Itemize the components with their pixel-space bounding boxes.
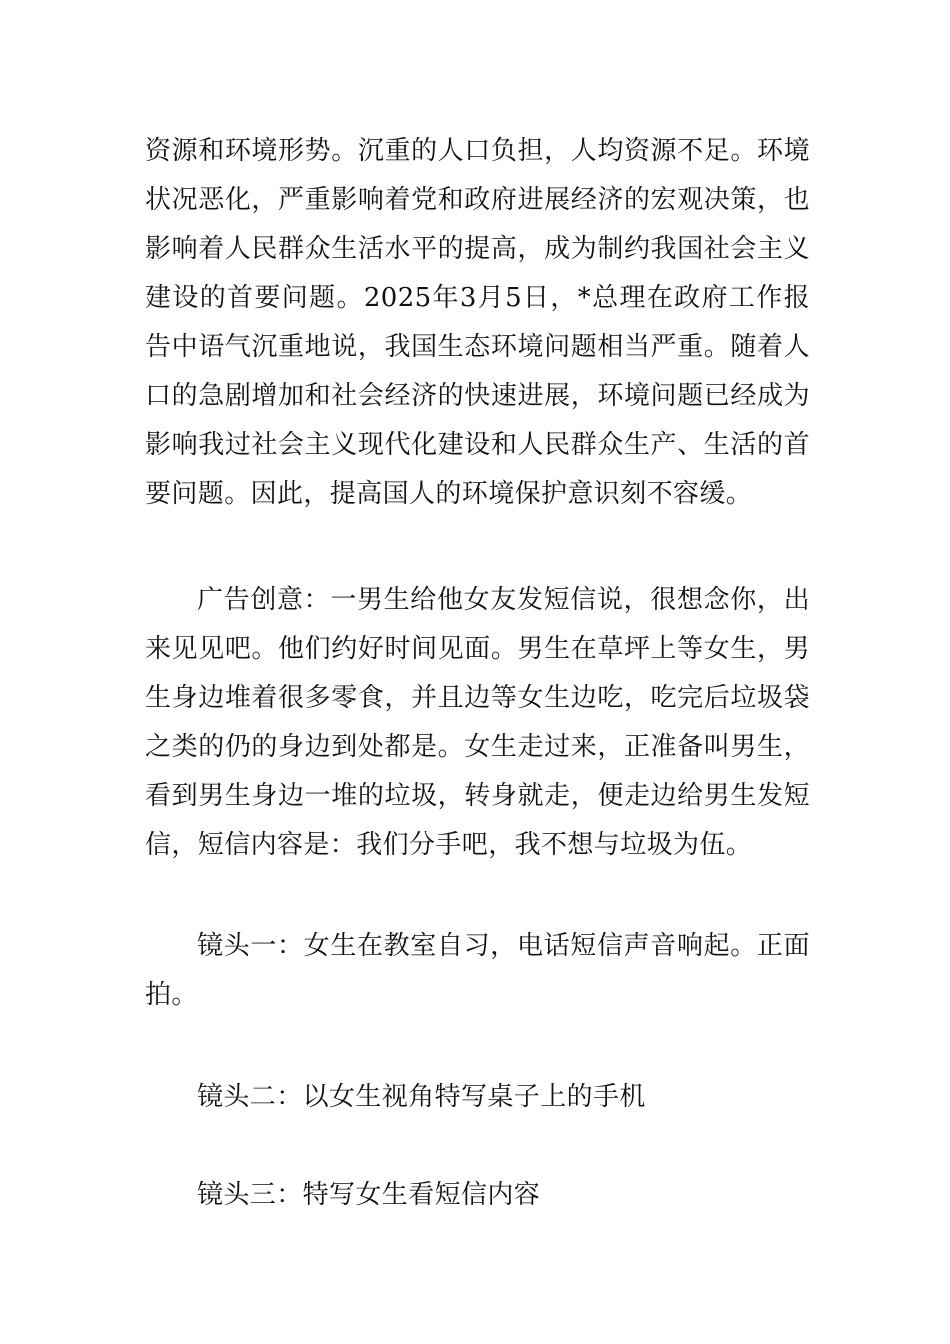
paragraph-environment-context: 资源和环境形势。沉重的人口负担，人均资源不足。环境状况恶化，严重影响着党和政府进展经济的宏观决策，也影响着人民群众生活水平的提高，成为制约我国社会主义建设的首要问题。2025年3月5日，*总理在政府工作报告中语气沉重地说，我国生态环境问题相当严重。随着人口的急剧增加和社会经济的快速进展，环境问题已经成为影响我过社会主义现代化建设和人民群众生产、生活的首要问题。因此，提高国人的环境保护意识刻不容缓。 bbox=[145, 136, 810, 509]
paragraph-shot-one: 镜头一：女生在教室自习，电话短信声音响起。正面拍。 bbox=[145, 931, 810, 1010]
paragraph-shot-three: 镜头三：特写女生看短信内容 bbox=[197, 1180, 541, 1210]
paragraph-shot-two: 镜头二：以女生视角特写桌子上的手机 bbox=[197, 1082, 646, 1112]
paragraph-ad-concept: 广告创意：一男生给他女友发短信说，很想念你，出来见见吧。他们约好时间见面。男生在草坪上等女生，男生身边堆着很多零食，并且边等女生边吃，吃完后垃圾袋之类的仍的身边到处都是。女生走过来，正准备叫男生，看到男生身边一堆的垃圾，转身就走，便走边给男生发短信，短信内容是：我们分手吧，我不想与垃圾为伍。 bbox=[145, 585, 810, 860]
